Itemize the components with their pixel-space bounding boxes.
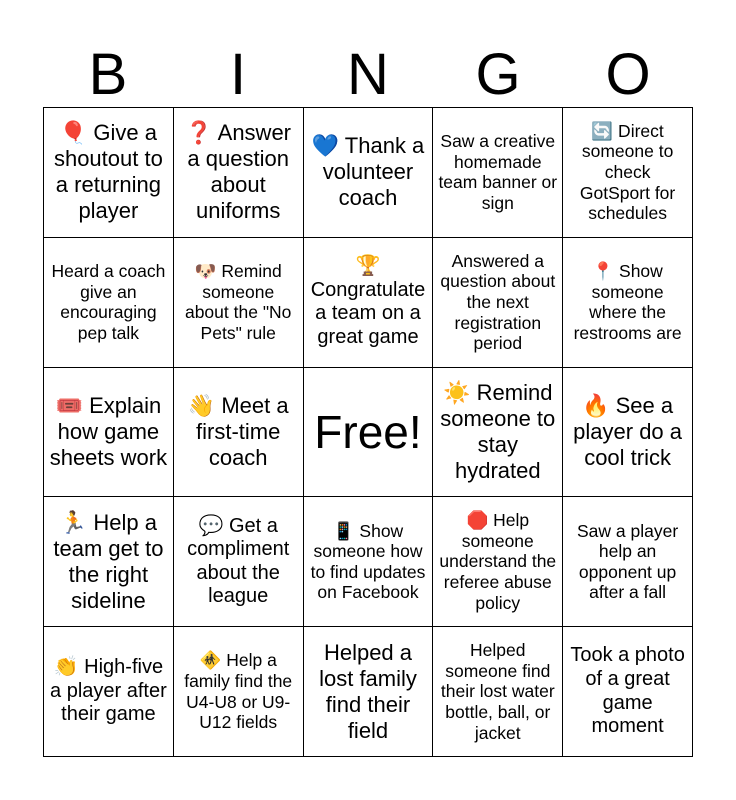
bingo-cell-r5c5[interactable] bbox=[563, 627, 693, 757]
bingo-cell-r1c3[interactable] bbox=[304, 108, 434, 238]
cell-text: 🐶 Remind someone about the "No Pets" rule bbox=[184, 260, 292, 343]
bingo-cell-r2c2[interactable] bbox=[174, 238, 304, 368]
header-letter-n: N bbox=[347, 42, 389, 107]
cell-text: 👏 High-five a player after their game bbox=[50, 656, 167, 726]
bingo-cell-r1c2[interactable] bbox=[174, 108, 304, 238]
bingo-cell-r2c4[interactable] bbox=[433, 238, 563, 368]
cell-text: 🛑 Help someone understand the referee abuse policy bbox=[439, 510, 557, 613]
cell-text: 💙 Thank a volunteer coach bbox=[311, 133, 425, 211]
bingo-cell-r4c5[interactable] bbox=[563, 497, 693, 627]
cell-text: 🏆 Congratulate a team on a great game bbox=[310, 255, 426, 348]
cell-text: 👋 Meet a first-time coach bbox=[187, 393, 289, 470]
bingo-cell-r4c3[interactable] bbox=[304, 497, 434, 627]
bingo-cell-r1c4[interactable] bbox=[433, 108, 563, 238]
bingo-cell-r3c5[interactable] bbox=[563, 368, 693, 498]
bingo-cell-r5c2[interactable] bbox=[174, 627, 304, 757]
cell-text: Saw a creative homemade team banner or sign bbox=[438, 131, 558, 214]
bingo-cell-r3c2[interactable] bbox=[174, 368, 304, 498]
cell-text: Heard a coach give an encouraging pep talk bbox=[51, 260, 166, 343]
bingo-cell-r1c5[interactable] bbox=[563, 108, 693, 238]
bingo-cell-r4c1[interactable] bbox=[44, 497, 174, 627]
cell-text: 🚸 Help a family find the U4-U8 or U9-U12 fields bbox=[184, 650, 293, 733]
cell-text: 🎈 Give a shoutout to a returning player bbox=[53, 120, 163, 224]
bingo-cell-r5c3[interactable] bbox=[304, 627, 434, 757]
header-letter-o: O bbox=[605, 42, 651, 107]
cell-text: Answered a question about the next registration period bbox=[440, 250, 556, 354]
bingo-board bbox=[43, 107, 693, 757]
cell-text: 🎟️ Explain how game sheets work bbox=[49, 393, 168, 470]
header-letter-g: G bbox=[475, 42, 521, 107]
bingo-cell-r4c4[interactable] bbox=[433, 497, 563, 627]
cell-text: Saw a player help an opponent up after a fall bbox=[577, 520, 679, 603]
bingo-cell-r4c2[interactable] bbox=[174, 497, 304, 627]
free-space-text: Free! bbox=[314, 405, 422, 458]
cell-text: ❓ Answer a question about uniforms bbox=[185, 120, 292, 224]
header-letter-b: B bbox=[88, 42, 128, 107]
cell-text: 🏃 Help a team get to the right sideline bbox=[53, 509, 164, 613]
bingo-cell-r2c5[interactable] bbox=[563, 238, 693, 368]
cell-text: Helped a lost family find their field bbox=[319, 639, 417, 743]
cell-text: 📱 Show someone how to find updates on Facebook bbox=[310, 520, 426, 603]
cell-text: Helped someone find their lost water bottle, ball, or jacket bbox=[440, 639, 555, 743]
bingo-cell-r5c1[interactable] bbox=[44, 627, 174, 757]
bingo-cell-r2c1[interactable] bbox=[44, 238, 174, 368]
header-letter-i: I bbox=[229, 42, 247, 107]
bingo-cell-r3c1[interactable] bbox=[44, 368, 174, 498]
bingo-header bbox=[43, 42, 693, 108]
cell-text: 🔥 See a player do a cool trick bbox=[573, 393, 683, 470]
bingo-cell-r1c1[interactable] bbox=[44, 108, 174, 238]
bingo-cell-r2c3[interactable] bbox=[304, 238, 434, 368]
cell-text: 💬 Get a compliment about the league bbox=[187, 514, 290, 608]
bingo-cell-r5c4[interactable] bbox=[433, 627, 563, 757]
cell-text: ☀️ Remind someone to stay hydrated bbox=[440, 380, 556, 483]
bingo-cell-r3c4[interactable] bbox=[433, 368, 563, 498]
bingo-cell-free[interactable] bbox=[304, 368, 434, 498]
cell-text: 🔄 Direct someone to check GotSport for schedules bbox=[579, 120, 676, 224]
cell-text: Took a photo of a great game moment bbox=[570, 644, 685, 738]
cell-text: 📍 Show someone where the restrooms are bbox=[573, 260, 682, 343]
